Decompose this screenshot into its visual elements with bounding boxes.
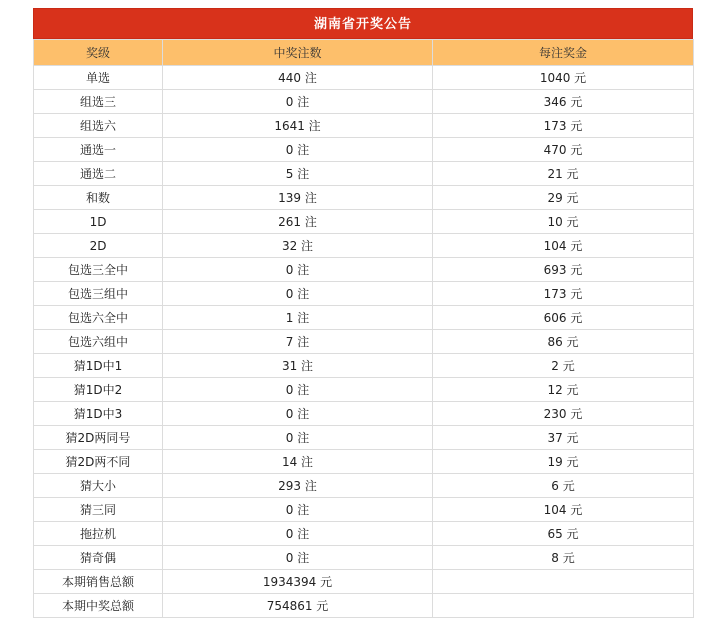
prize-level-cell: 拖拉机 [34, 522, 163, 546]
prize-level-cell: 猜2D两同号 [34, 426, 163, 450]
winner-count-cell: 0 注 [163, 138, 433, 162]
winner-count-cell: 7 注 [163, 330, 433, 354]
table-row [34, 282, 694, 306]
table-row [34, 426, 694, 450]
prize-amount-cell: 606 元 [433, 306, 694, 330]
prize-amount-cell: 29 元 [433, 186, 694, 210]
prize-amount-cell: 19 元 [433, 450, 694, 474]
prize-level-cell: 通选二 [34, 162, 163, 186]
summary-value-cell: 754861 元 [163, 594, 433, 618]
table-row [34, 330, 694, 354]
prize-amount-cell: 693 元 [433, 258, 694, 282]
table-row [34, 234, 694, 258]
prize-amount-cell: 173 元 [433, 282, 694, 306]
summary-label-cell: 本期中奖总额 [34, 594, 163, 618]
winner-count-cell: 0 注 [163, 498, 433, 522]
summary-value-cell [433, 594, 694, 618]
prize-level-cell: 猜大小 [34, 474, 163, 498]
table-row [34, 90, 694, 114]
winner-count-cell: 0 注 [163, 90, 433, 114]
prize-level-cell: 通选一 [34, 138, 163, 162]
table-header-row [34, 40, 694, 66]
prize-level-cell: 和数 [34, 186, 163, 210]
prize-level-cell: 组选六 [34, 114, 163, 138]
prize-level-cell: 猜1D中1 [34, 354, 163, 378]
winner-count-cell: 261 注 [163, 210, 433, 234]
winner-count-cell: 293 注 [163, 474, 433, 498]
winner-count-cell: 440 注 [163, 66, 433, 90]
table-row [34, 306, 694, 330]
summary-label-cell: 本期销售总额 [34, 570, 163, 594]
winner-count-cell: 0 注 [163, 378, 433, 402]
prize-amount-cell: 173 元 [433, 114, 694, 138]
table-body [34, 66, 694, 618]
table-row [34, 138, 694, 162]
prize-amount-cell: 470 元 [433, 138, 694, 162]
prize-amount-cell: 230 元 [433, 402, 694, 426]
table-row [34, 162, 694, 186]
prize-level-cell: 猜2D两不同 [34, 450, 163, 474]
winner-count-cell: 5 注 [163, 162, 433, 186]
prize-level-cell: 2D [34, 234, 163, 258]
winner-count-cell: 31 注 [163, 354, 433, 378]
table-row [34, 450, 694, 474]
prize-level-cell: 猜奇偶 [34, 546, 163, 570]
winner-count-cell: 1641 注 [163, 114, 433, 138]
prize-amount-cell: 8 元 [433, 546, 694, 570]
winner-count-cell: 0 注 [163, 402, 433, 426]
prize-table [33, 39, 694, 618]
header-winner-count: 中奖注数 [163, 40, 433, 66]
prize-level-cell: 1D [34, 210, 163, 234]
prize-amount-cell: 12 元 [433, 378, 694, 402]
prize-level-cell: 猜三同 [34, 498, 163, 522]
table-row [34, 546, 694, 570]
prize-amount-cell: 104 元 [433, 498, 694, 522]
table-row [34, 186, 694, 210]
announcement-title: 湖南省开奖公告 [33, 8, 693, 39]
table-row [34, 522, 694, 546]
prize-amount-cell: 86 元 [433, 330, 694, 354]
prize-level-cell: 包选三全中 [34, 258, 163, 282]
prize-level-cell: 包选六组中 [34, 330, 163, 354]
summary-row [34, 570, 694, 594]
winner-count-cell: 0 注 [163, 258, 433, 282]
lottery-announcement [33, 8, 693, 618]
prize-amount-cell: 10 元 [433, 210, 694, 234]
table-row [34, 378, 694, 402]
prize-amount-cell: 37 元 [433, 426, 694, 450]
prize-level-cell: 包选六全中 [34, 306, 163, 330]
winner-count-cell: 32 注 [163, 234, 433, 258]
winner-count-cell: 0 注 [163, 546, 433, 570]
winner-count-cell: 0 注 [163, 282, 433, 306]
prize-amount-cell: 346 元 [433, 90, 694, 114]
header-prize-amount: 每注奖金 [433, 40, 694, 66]
prize-level-cell: 单选 [34, 66, 163, 90]
prize-amount-cell: 21 元 [433, 162, 694, 186]
summary-value-cell: 1934394 元 [163, 570, 433, 594]
prize-level-cell: 猜1D中3 [34, 402, 163, 426]
table-row [34, 402, 694, 426]
table-row [34, 474, 694, 498]
table-row [34, 258, 694, 282]
prize-amount-cell: 6 元 [433, 474, 694, 498]
table-row [34, 66, 694, 90]
table-row [34, 114, 694, 138]
prize-amount-cell: 1040 元 [433, 66, 694, 90]
table-row [34, 498, 694, 522]
summary-row [34, 594, 694, 618]
prize-level-cell: 组选三 [34, 90, 163, 114]
winner-count-cell: 0 注 [163, 522, 433, 546]
summary-value-cell [433, 570, 694, 594]
header-prize-level: 奖级 [34, 40, 163, 66]
prize-level-cell: 猜1D中2 [34, 378, 163, 402]
winner-count-cell: 1 注 [163, 306, 433, 330]
prize-amount-cell: 65 元 [433, 522, 694, 546]
winner-count-cell: 0 注 [163, 426, 433, 450]
prize-amount-cell: 104 元 [433, 234, 694, 258]
table-row [34, 210, 694, 234]
table-row [34, 354, 694, 378]
prize-amount-cell: 2 元 [433, 354, 694, 378]
winner-count-cell: 139 注 [163, 186, 433, 210]
winner-count-cell: 14 注 [163, 450, 433, 474]
prize-level-cell: 包选三组中 [34, 282, 163, 306]
